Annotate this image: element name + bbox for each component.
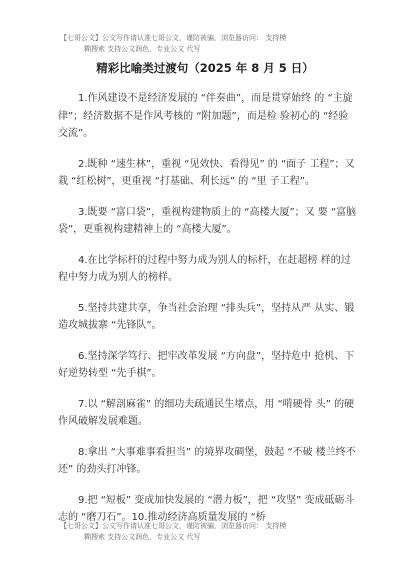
header-line-1: 【七哥公文】公文写作请认准七哥公文，谨防被骗，浏览器访问： 支持模 (60, 34, 287, 42)
document-body (58, 90, 358, 527)
paragraph-9: 9.把 “短板” 变成加快发展的 “潜力板”，把 “攻坚” 变成砥砺斗志的 “磨刀石”。10.推动经济高质量发展的 “桥 (58, 494, 355, 523)
paragraph-2: 2.既种 “速生林”，重视 “见效快、看得见” 的 “面子 工程”；又栽 “红松树”，更重视 “打基础、利长远” 的 “里 子工程”。 (58, 158, 355, 187)
footer-line-1: 【七哥公文】公文写作请认准七哥公文，谨防被骗，浏览器访问： 支持模 (60, 522, 287, 530)
paragraph-6: 6.坚持深学笃行、把牢改革发展 “方向盘”，坚持危中 抢机、下好逆势转型 “先手棋”。 (58, 350, 355, 379)
footer-line-2: 糊搜索 支持公文润色，专业公文 代写 (84, 533, 201, 541)
paragraph-1: 1.作风建设不是经济发展的 “伴奏曲”，而是贯穿始终 的 “主旋律”；经济数据不是作风考核的 “附加题”，而是检 验初心的 “经验交流”。 (58, 93, 353, 139)
header-line-2: 糊搜索 支持公文润色，专业公文 代写 (84, 45, 201, 53)
paragraph-5: 5.坚持共建共享，争当社会治理 “排头兵”，坚持从严 从实、锻造攻城拔寨 “先锋队”。 (58, 302, 355, 331)
page-header (60, 33, 360, 55)
paragraph-8: 8.拿出 “大事难事看担当” 的境界攻碉堡，鼓起 “不破 楼兰终不还” 的劲头打冲锋。 (58, 446, 356, 475)
page-footer (60, 521, 360, 543)
paragraph-7: 7.以 “解剖麻雀” 的细功夫疏通民生堵点，用 “啃硬骨 头” 的硬作风破解发展难题。 (58, 398, 355, 427)
document-title: 精彩比喻类过渡句（2025 年 8 月 5 日） (96, 61, 314, 75)
paragraph-4: 4.在比学标杆的过程中努力成为别人的标杆，在赶超榜 样的过程中努力成为别人的榜样。 (58, 254, 351, 283)
paragraph-3: 3.既要 “富口袋”，重视构建物质上的 “高楼大厦”；又 要 “富脑袋”，更重视构建精神上的 “高楼大厦”。 (58, 206, 357, 235)
